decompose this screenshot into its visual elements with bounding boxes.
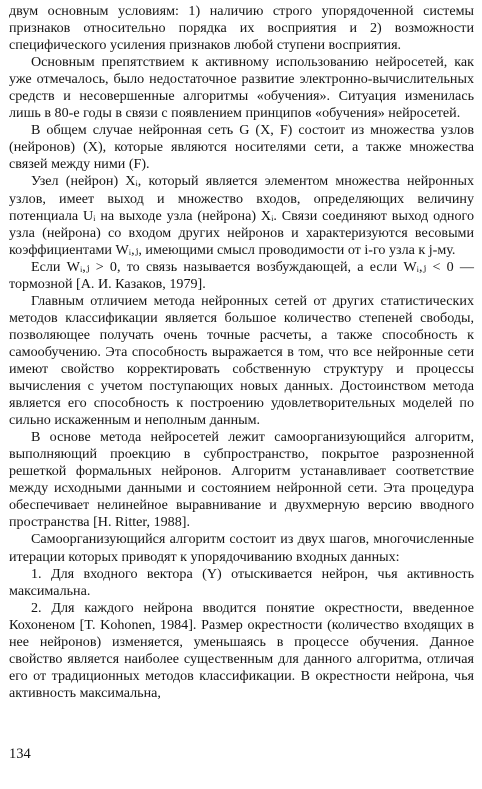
page-number: 134: [9, 746, 31, 762]
paragraph: двум основным условиям: 1) наличию строго упорядоченной системы признаков относительно порядка их восприятия и 2) возможности специфического усиления признаков любой ступени восприятия.: [9, 3, 474, 54]
paragraph: Узел (нейрон) Xᵢ, который является элементом множества нейронных узлов, имеет выход и множество входов, определяющих величину потенциала Uᵢ на выходе узла (нейрона) Xᵢ. Связи соединяют выход одного узла (нейрона) со входом других нейронов и характеризуются весовыми коэффициентами Wᵢ,ⱼ, имеющими смысл проводимости от i-го узла к j-му.: [9, 173, 474, 258]
page-body: [9, 3, 474, 702]
list-item: 2. Для каждого нейрона вводится понятие окрестности, введенное Кохоненом [T. Kohonen, 1984]. Размер окрестности (количество входящих в нее нейронов) изменяется, уменьшаясь в процессе обучения. Данное свойство является наиболее существенным для данного алгоритма, отличая его от традиционных методов классификации. В окрестности нейрона, чья активность максимальна,: [9, 599, 474, 701]
paragraph: Основным препятствием к активному использованию нейросетей, как уже отмечалось, было недостаточное развитие электронно-вычислительных средств и несовершенные алгоритмы «обучения». Ситуация изменилась лишь в 80-е годы в связи с появлением принципов «обучения» нейросетей.: [9, 54, 474, 122]
paragraph: В общем случае нейронная сеть G (X, F) состоит из множества узлов (нейронов) (X), которые являются носителями сети, а также множества связей между ними (F).: [9, 122, 474, 173]
paragraph: Главным отличием метода нейронных сетей от других статистических методов классификации является большое количество степеней свободы, позволяющее получать очень точные расчеты, а также способность к самообучению. Эта способность выражается в том, что все нейронные сети имеют свойство корректировать собственную структуру и процессы вычисления с учетом поступающих новых данных. Достоинством метода является его способность к построению удовлетворительных моделей по сильно искаженным и неполным данным.: [9, 292, 474, 429]
list-item: 1. Для входного вектора (Y) отыскивается нейрон, чья активность максимальна.: [9, 565, 474, 599]
paragraph: В основе метода нейросетей лежит самоорганизующийся алгоритм, выполняющий проекцию в субпространство, покрытое разрозненной решеткой формальных нейронов. Алгоритм устанавливает соответствие между исходными данными и состоянием нейронной сети. Эта процедура обеспечивает нелинейное выравнивание и двухмерную версию вводного пространства [H. Ritter, 1988].: [9, 429, 474, 531]
paragraph: Если Wᵢ,ⱼ > 0, то связь называется возбуждающей, а если Wᵢ,ⱼ < 0 — тормозной [А. И. Казаков, 1979].: [9, 258, 474, 292]
paragraph: Самоорганизующийся алгоритм состоит из двух шагов, многочисленные итерации которых приводят к упорядочиванию входных данных:: [9, 531, 474, 565]
